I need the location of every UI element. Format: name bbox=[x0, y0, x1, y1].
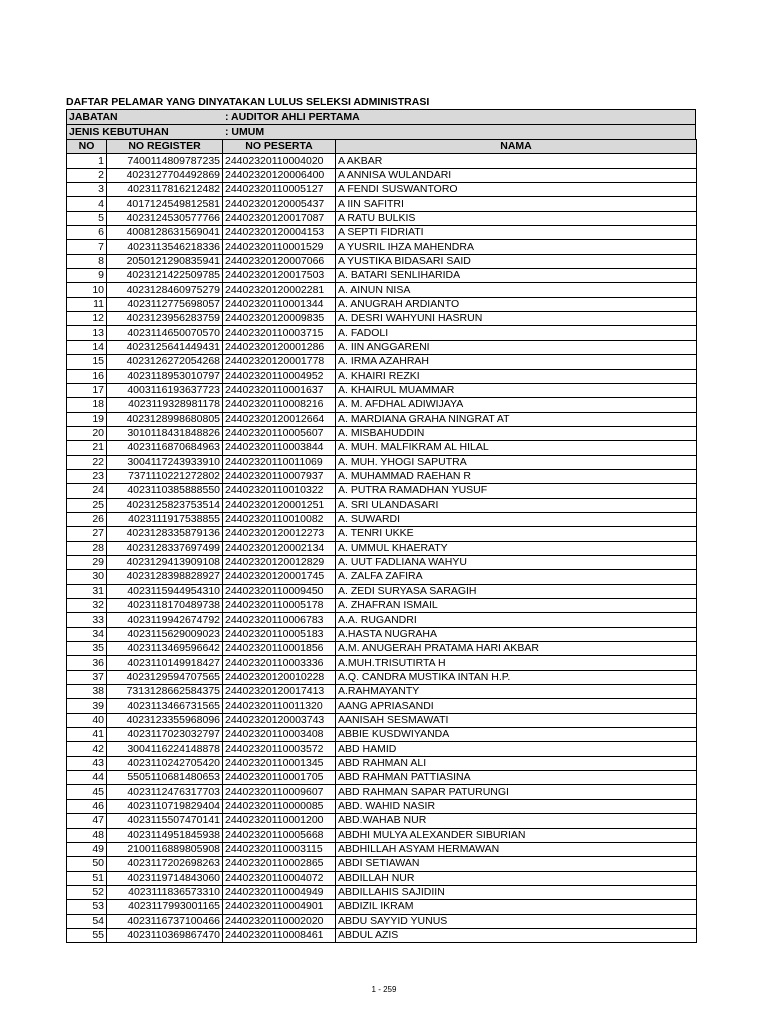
table-row bbox=[67, 183, 697, 197]
cell-no-peserta: 24402320110003572 bbox=[223, 742, 336, 756]
cell-no: 34 bbox=[67, 627, 107, 641]
cell-nama: ABDUL AZIS bbox=[336, 928, 697, 942]
table-row bbox=[67, 197, 697, 211]
cell-nama: A. SUWARDI bbox=[336, 512, 697, 526]
table-row bbox=[67, 928, 697, 942]
cell-no-register: 4023126272054268 bbox=[107, 355, 223, 369]
cell-no-peserta: 24402320110002020 bbox=[223, 914, 336, 928]
cell-nama: A RATU BULKIS bbox=[336, 211, 697, 225]
cell-no: 25 bbox=[67, 498, 107, 512]
header-no-peserta: NO PESERTA bbox=[223, 140, 336, 154]
cell-no: 42 bbox=[67, 742, 107, 756]
cell-no: 51 bbox=[67, 871, 107, 885]
cell-no: 37 bbox=[67, 670, 107, 684]
cell-no: 15 bbox=[67, 355, 107, 369]
table-row bbox=[67, 269, 697, 283]
cell-no-register: 4023119714843060 bbox=[107, 871, 223, 885]
cell-nama: A.A. RUGANDRI bbox=[336, 613, 697, 627]
table-row bbox=[67, 455, 697, 469]
cell-no: 52 bbox=[67, 885, 107, 899]
cell-nama: A. MUHAMMAD RAEHAN R bbox=[336, 469, 697, 483]
cell-nama: ABD. WAHID NASIR bbox=[336, 799, 697, 813]
cell-no-peserta: 24402320120001251 bbox=[223, 498, 336, 512]
cell-no: 40 bbox=[67, 713, 107, 727]
cell-nama: A. ZEDI SURYASA SARAGIH bbox=[336, 584, 697, 598]
cell-no: 53 bbox=[67, 900, 107, 914]
cell-no-register: 4023114650070570 bbox=[107, 326, 223, 340]
cell-nama: ABD RAHMAN PATTIASINA bbox=[336, 771, 697, 785]
table-row bbox=[67, 828, 697, 842]
cell-no-register: 4023116870684963 bbox=[107, 441, 223, 455]
cell-no-peserta: 24402320110007937 bbox=[223, 469, 336, 483]
cell-no-register: 4023113546218336 bbox=[107, 240, 223, 254]
cell-no-peserta: 24402320120009835 bbox=[223, 312, 336, 326]
table-row bbox=[67, 584, 697, 598]
table-row bbox=[67, 613, 697, 627]
cell-no: 43 bbox=[67, 756, 107, 770]
cell-no: 29 bbox=[67, 555, 107, 569]
cell-no-peserta: 24402320110008461 bbox=[223, 928, 336, 942]
cell-no-peserta: 24402320120010228 bbox=[223, 670, 336, 684]
cell-no-peserta: 24402320120001745 bbox=[223, 570, 336, 584]
cell-no-register: 4023113469596642 bbox=[107, 642, 223, 656]
cell-no-peserta: 24402320110001529 bbox=[223, 240, 336, 254]
cell-no-peserta: 24402320110001705 bbox=[223, 771, 336, 785]
cell-no-peserta: 24402320120006400 bbox=[223, 168, 336, 182]
cell-no-peserta: 24402320120003743 bbox=[223, 713, 336, 727]
cell-nama: A. PUTRA RAMADHAN YUSUF bbox=[336, 484, 697, 498]
table-row bbox=[67, 154, 697, 168]
table-row bbox=[67, 570, 697, 584]
cell-no-peserta: 24402320110001344 bbox=[223, 297, 336, 311]
cell-no: 12 bbox=[67, 312, 107, 326]
cell-nama: ABDHILLAH ASYAM HERMAWAN bbox=[336, 842, 697, 856]
cell-nama: A. ZHAFRAN ISMAIL bbox=[336, 599, 697, 613]
table-row bbox=[67, 512, 697, 526]
table-row bbox=[67, 412, 697, 426]
cell-no-register: 4023117993001165 bbox=[107, 900, 223, 914]
cell-no: 31 bbox=[67, 584, 107, 598]
table-row bbox=[67, 699, 697, 713]
table-row bbox=[67, 312, 697, 326]
table-body bbox=[67, 154, 697, 943]
table-row bbox=[67, 742, 697, 756]
cell-no-register: 4023111836573310 bbox=[107, 885, 223, 899]
meta-block bbox=[66, 109, 696, 139]
cell-no-peserta: 24402320110000085 bbox=[223, 799, 336, 813]
cell-no-peserta: 24402320110010082 bbox=[223, 512, 336, 526]
cell-nama: A.HASTA NUGRAHA bbox=[336, 627, 697, 641]
cell-no-register: 4023110149918427 bbox=[107, 656, 223, 670]
table-row bbox=[67, 211, 697, 225]
cell-no-register: 2050121290835941 bbox=[107, 254, 223, 268]
cell-no-peserta: 24402320110003336 bbox=[223, 656, 336, 670]
cell-no: 14 bbox=[67, 340, 107, 354]
cell-no: 9 bbox=[67, 269, 107, 283]
cell-no: 30 bbox=[67, 570, 107, 584]
cell-no: 55 bbox=[67, 928, 107, 942]
cell-nama: A. M. AFDHAL ADIWIJAYA bbox=[336, 398, 697, 412]
cell-no: 38 bbox=[67, 685, 107, 699]
cell-no-peserta: 24402320110001345 bbox=[223, 756, 336, 770]
cell-nama: AANISAH SESMAWATI bbox=[336, 713, 697, 727]
cell-nama: A. MUH. YHOGI SAPUTRA bbox=[336, 455, 697, 469]
table-row bbox=[67, 814, 697, 828]
cell-no-peserta: 24402320120002281 bbox=[223, 283, 336, 297]
table-row bbox=[67, 383, 697, 397]
cell-no-peserta: 24402320120004153 bbox=[223, 226, 336, 240]
cell-no-register: 2100116889805908 bbox=[107, 842, 223, 856]
cell-no-peserta: 24402320110011320 bbox=[223, 699, 336, 713]
cell-no-register: 4023128335879136 bbox=[107, 527, 223, 541]
cell-no-register: 4023124530577766 bbox=[107, 211, 223, 225]
cell-nama: A. ZALFA ZAFIRA bbox=[336, 570, 697, 584]
cell-no: 36 bbox=[67, 656, 107, 670]
table-row bbox=[67, 527, 697, 541]
cell-no: 16 bbox=[67, 369, 107, 383]
cell-nama: A. UMMUL KHAERATY bbox=[336, 541, 697, 555]
cell-no-peserta: 24402320120012829 bbox=[223, 555, 336, 569]
cell-no-peserta: 24402320110004949 bbox=[223, 885, 336, 899]
cell-no-peserta: 24402320120005437 bbox=[223, 197, 336, 211]
cell-no: 28 bbox=[67, 541, 107, 555]
cell-no-register: 4023125823753514 bbox=[107, 498, 223, 512]
header-no-register: NO REGISTER bbox=[107, 140, 223, 154]
table-row bbox=[67, 599, 697, 613]
cell-no-peserta: 24402320110009450 bbox=[223, 584, 336, 598]
cell-no: 5 bbox=[67, 211, 107, 225]
cell-no: 27 bbox=[67, 527, 107, 541]
cell-no-register: 4023117816212482 bbox=[107, 183, 223, 197]
cell-no-register: 4023112775698057 bbox=[107, 297, 223, 311]
cell-no-register: 4023115944954310 bbox=[107, 584, 223, 598]
table-row bbox=[67, 914, 697, 928]
cell-no-register: 3010118431848826 bbox=[107, 426, 223, 440]
cell-nama: ABDHI MULYA ALEXANDER SIBURIAN bbox=[336, 828, 697, 842]
cell-no-peserta: 24402320120017413 bbox=[223, 685, 336, 699]
table-row bbox=[67, 728, 697, 742]
document-sheet bbox=[66, 95, 696, 943]
cell-nama: A. TENRI UKKE bbox=[336, 527, 697, 541]
cell-no-peserta: 24402320110004901 bbox=[223, 900, 336, 914]
cell-no: 32 bbox=[67, 599, 107, 613]
cell-no-register: 4023119942674792 bbox=[107, 613, 223, 627]
cell-no-register: 3004117243933910 bbox=[107, 455, 223, 469]
cell-no-register: 4023123956283759 bbox=[107, 312, 223, 326]
table-row bbox=[67, 297, 697, 311]
table-row bbox=[67, 685, 697, 699]
cell-no-peserta: 24402320110008216 bbox=[223, 398, 336, 412]
cell-no-peserta: 24402320110001637 bbox=[223, 383, 336, 397]
cell-nama: AANG APRIASANDI bbox=[336, 699, 697, 713]
table-row bbox=[67, 240, 697, 254]
cell-nama: A YUSRIL IHZA MAHENDRA bbox=[336, 240, 697, 254]
cell-no-peserta: 24402320110003408 bbox=[223, 728, 336, 742]
table-row bbox=[67, 799, 697, 813]
cell-no-peserta: 24402320120012664 bbox=[223, 412, 336, 426]
cell-no-register: 4023110369867470 bbox=[107, 928, 223, 942]
cell-no-register: 3004116224148878 bbox=[107, 742, 223, 756]
cell-no: 44 bbox=[67, 771, 107, 785]
cell-no-register: 7371110221272802 bbox=[107, 469, 223, 483]
cell-nama: A. IRMA AZAHRAH bbox=[336, 355, 697, 369]
table-row bbox=[67, 713, 697, 727]
jenis-kebutuhan-value: : UMUM bbox=[225, 126, 265, 138]
cell-no-register: 4003116193637723 bbox=[107, 383, 223, 397]
cell-no-register: 4023118170489738 bbox=[107, 599, 223, 613]
cell-nama: ABDIZIL IKRAM bbox=[336, 900, 697, 914]
cell-no-register: 4023115507470141 bbox=[107, 814, 223, 828]
table-row bbox=[67, 168, 697, 182]
cell-no-register: 4023117023032797 bbox=[107, 728, 223, 742]
cell-nama: A. MUH. MALFIKRAM AL HILAL bbox=[336, 441, 697, 455]
cell-no-register: 4023114951845938 bbox=[107, 828, 223, 842]
cell-nama: A. ANUGRAH ARDIANTO bbox=[336, 297, 697, 311]
cell-no: 11 bbox=[67, 297, 107, 311]
cell-no-peserta: 24402320120001778 bbox=[223, 355, 336, 369]
cell-nama: A.Q. CANDRA MUSTIKA INTAN H.P. bbox=[336, 670, 697, 684]
table-row bbox=[67, 555, 697, 569]
cell-nama: A. AINUN NISA bbox=[336, 283, 697, 297]
cell-no-register: 4023128998680805 bbox=[107, 412, 223, 426]
cell-no-register: 4023128337697499 bbox=[107, 541, 223, 555]
table-row bbox=[67, 842, 697, 856]
cell-no-register: 4023116737100466 bbox=[107, 914, 223, 928]
table-row bbox=[67, 642, 697, 656]
cell-no-register: 4023121422509785 bbox=[107, 269, 223, 283]
cell-nama: ABDILLAH NUR bbox=[336, 871, 697, 885]
table-row bbox=[67, 426, 697, 440]
header-no: NO bbox=[67, 140, 107, 154]
cell-no-peserta: 24402320110001856 bbox=[223, 642, 336, 656]
cell-no-peserta: 24402320120002134 bbox=[223, 541, 336, 555]
cell-nama: A.MUH.TRISUTIRTA H bbox=[336, 656, 697, 670]
jabatan-label: JABATAN bbox=[69, 111, 118, 123]
table-header-row bbox=[67, 140, 697, 154]
cell-no-peserta: 24402320110004072 bbox=[223, 871, 336, 885]
cell-no: 46 bbox=[67, 799, 107, 813]
cell-no-peserta: 24402320110003115 bbox=[223, 842, 336, 856]
cell-no-register: 4023119328981178 bbox=[107, 398, 223, 412]
table-row bbox=[67, 900, 697, 914]
cell-no: 48 bbox=[67, 828, 107, 842]
cell-no: 19 bbox=[67, 412, 107, 426]
cell-no-register: 4023111917538855 bbox=[107, 512, 223, 526]
cell-no-register: 4023125641449431 bbox=[107, 340, 223, 354]
cell-no-peserta: 24402320110005607 bbox=[223, 426, 336, 440]
cell-no-register: 4023112476317703 bbox=[107, 785, 223, 799]
cell-no: 7 bbox=[67, 240, 107, 254]
cell-nama: A ANNISA WULANDARI bbox=[336, 168, 697, 182]
cell-no: 39 bbox=[67, 699, 107, 713]
cell-nama: ABD RAHMAN SAPAR PATURUNGI bbox=[336, 785, 697, 799]
table-row bbox=[67, 670, 697, 684]
table-row bbox=[67, 756, 697, 770]
cell-no: 2 bbox=[67, 168, 107, 182]
table-row bbox=[67, 857, 697, 871]
cell-no: 18 bbox=[67, 398, 107, 412]
table-row bbox=[67, 441, 697, 455]
cell-no-register: 4023118953010797 bbox=[107, 369, 223, 383]
table-row bbox=[67, 498, 697, 512]
cell-no-register: 4023110242705420 bbox=[107, 756, 223, 770]
cell-nama: A.RAHMAYANTY bbox=[336, 685, 697, 699]
cell-no-peserta: 24402320110003715 bbox=[223, 326, 336, 340]
cell-no-register: 4023129594707565 bbox=[107, 670, 223, 684]
cell-no: 47 bbox=[67, 814, 107, 828]
cell-no: 23 bbox=[67, 469, 107, 483]
cell-no-peserta: 24402320110005668 bbox=[223, 828, 336, 842]
cell-nama: A. SRI ULANDASARI bbox=[336, 498, 697, 512]
cell-no-register: 4023117202698263 bbox=[107, 857, 223, 871]
cell-no: 8 bbox=[67, 254, 107, 268]
cell-nama: A. BATARI SENLIHARIDA bbox=[336, 269, 697, 283]
cell-no: 24 bbox=[67, 484, 107, 498]
cell-nama: A AKBAR bbox=[336, 154, 697, 168]
table-row bbox=[67, 355, 697, 369]
table-row bbox=[67, 369, 697, 383]
cell-no-peserta: 24402320110005127 bbox=[223, 183, 336, 197]
cell-no-peserta: 24402320120012273 bbox=[223, 527, 336, 541]
cell-no: 4 bbox=[67, 197, 107, 211]
cell-no: 6 bbox=[67, 226, 107, 240]
cell-no-register: 5505110681480653 bbox=[107, 771, 223, 785]
cell-no: 20 bbox=[67, 426, 107, 440]
table-row bbox=[67, 871, 697, 885]
table-row bbox=[67, 398, 697, 412]
cell-no-peserta: 24402320120017087 bbox=[223, 211, 336, 225]
cell-nama: A. IIN ANGGARENI bbox=[336, 340, 697, 354]
table-row bbox=[67, 283, 697, 297]
document-title: DAFTAR PELAMAR YANG DINYATAKAN LULUS SELEKSI ADMINISTRASI bbox=[66, 96, 430, 108]
cell-nama: ABDILLAHIS SAJIDIIN bbox=[336, 885, 697, 899]
cell-no: 10 bbox=[67, 283, 107, 297]
cell-nama: ABD RAHMAN ALI bbox=[336, 756, 697, 770]
cell-nama: A SEPTI FIDRIATI bbox=[336, 226, 697, 240]
cell-no-register: 4023110385888550 bbox=[107, 484, 223, 498]
cell-nama: ABD HAMID bbox=[336, 742, 697, 756]
meta-row-jabatan bbox=[67, 110, 695, 124]
cell-no-register: 4017124549812581 bbox=[107, 197, 223, 211]
cell-no-peserta: 24402320110003844 bbox=[223, 441, 336, 455]
cell-no: 17 bbox=[67, 383, 107, 397]
table-row bbox=[67, 340, 697, 354]
cell-no-peserta: 24402320110011069 bbox=[223, 455, 336, 469]
cell-no: 22 bbox=[67, 455, 107, 469]
table-row bbox=[67, 484, 697, 498]
cell-nama: A YUSTIKA BIDASARI SAID bbox=[336, 254, 697, 268]
cell-no-peserta: 24402320110001200 bbox=[223, 814, 336, 828]
cell-no-register: 4023128460975279 bbox=[107, 283, 223, 297]
cell-no: 49 bbox=[67, 842, 107, 856]
cell-no-peserta: 24402320110006783 bbox=[223, 613, 336, 627]
cell-nama: ABBIE KUSDWIYANDA bbox=[336, 728, 697, 742]
cell-nama: ABDU SAYYID YUNUS bbox=[336, 914, 697, 928]
cell-no-register: 4023113466731565 bbox=[107, 699, 223, 713]
table-row bbox=[67, 771, 697, 785]
cell-no-register: 4023129413909108 bbox=[107, 555, 223, 569]
cell-no-register: 4023123355968096 bbox=[107, 713, 223, 727]
cell-no-register: 7400114809787235 bbox=[107, 154, 223, 168]
table-row bbox=[67, 469, 697, 483]
cell-no: 26 bbox=[67, 512, 107, 526]
cell-no-peserta: 24402320110004020 bbox=[223, 154, 336, 168]
cell-nama: ABD.WAHAB NUR bbox=[336, 814, 697, 828]
table-row bbox=[67, 885, 697, 899]
cell-no-peserta: 24402320110010322 bbox=[223, 484, 336, 498]
cell-no: 45 bbox=[67, 785, 107, 799]
meta-row-jenis bbox=[67, 124, 695, 139]
cell-nama: A. MARDIANA GRAHA NINGRAT AT bbox=[336, 412, 697, 426]
cell-nama: ABDI SETIAWAN bbox=[336, 857, 697, 871]
cell-no-register: 4023115629009023 bbox=[107, 627, 223, 641]
table-row bbox=[67, 254, 697, 268]
cell-no-peserta: 24402320110004952 bbox=[223, 369, 336, 383]
cell-no-peserta: 24402320110009607 bbox=[223, 785, 336, 799]
table-row bbox=[67, 785, 697, 799]
cell-nama: A. UUT FADLIANA WAHYU bbox=[336, 555, 697, 569]
cell-no-peserta: 24402320120001286 bbox=[223, 340, 336, 354]
cell-nama: A FENDI SUSWANTORO bbox=[336, 183, 697, 197]
cell-no: 50 bbox=[67, 857, 107, 871]
cell-no: 3 bbox=[67, 183, 107, 197]
cell-no-peserta: 24402320110002865 bbox=[223, 857, 336, 871]
cell-no: 21 bbox=[67, 441, 107, 455]
table-row bbox=[67, 627, 697, 641]
cell-no: 33 bbox=[67, 613, 107, 627]
cell-no-register: 4023110719829404 bbox=[107, 799, 223, 813]
cell-no: 54 bbox=[67, 914, 107, 928]
cell-nama: A. KHAIRUL MUAMMAR bbox=[336, 383, 697, 397]
table-row bbox=[67, 226, 697, 240]
cell-no-peserta: 24402320110005183 bbox=[223, 627, 336, 641]
cell-no-peserta: 24402320120007066 bbox=[223, 254, 336, 268]
table-row bbox=[67, 656, 697, 670]
cell-no-register: 4008128631569041 bbox=[107, 226, 223, 240]
cell-no-register: 4023127704492869 bbox=[107, 168, 223, 182]
cell-nama: A. MISBAHUDDIN bbox=[336, 426, 697, 440]
cell-nama: A. DESRI WAHYUNI HASRUN bbox=[336, 312, 697, 326]
cell-no: 35 bbox=[67, 642, 107, 656]
table-row bbox=[67, 541, 697, 555]
cell-no-peserta: 24402320120017503 bbox=[223, 269, 336, 283]
cell-nama: A.M. ANUGERAH PRATAMA HARI AKBAR bbox=[336, 642, 697, 656]
cell-nama: A. KHAIRI REZKI bbox=[336, 369, 697, 383]
cell-nama: A IIN SAFITRI bbox=[336, 197, 697, 211]
cell-no-register: 4023128398828927 bbox=[107, 570, 223, 584]
applicant-table bbox=[66, 139, 697, 943]
page-number: 1 - 259 bbox=[371, 985, 397, 994]
cell-nama: A. FADOLI bbox=[336, 326, 697, 340]
cell-no-peserta: 24402320110005178 bbox=[223, 599, 336, 613]
jenis-kebutuhan-label: JENIS KEBUTUHAN bbox=[69, 126, 169, 138]
table-row bbox=[67, 326, 697, 340]
jabatan-value: : AUDITOR AHLI PERTAMA bbox=[225, 111, 360, 123]
cell-no-register: 7313128662584375 bbox=[107, 685, 223, 699]
cell-no: 1 bbox=[67, 154, 107, 168]
cell-no: 41 bbox=[67, 728, 107, 742]
cell-no: 13 bbox=[67, 326, 107, 340]
header-nama: NAMA bbox=[336, 140, 697, 154]
